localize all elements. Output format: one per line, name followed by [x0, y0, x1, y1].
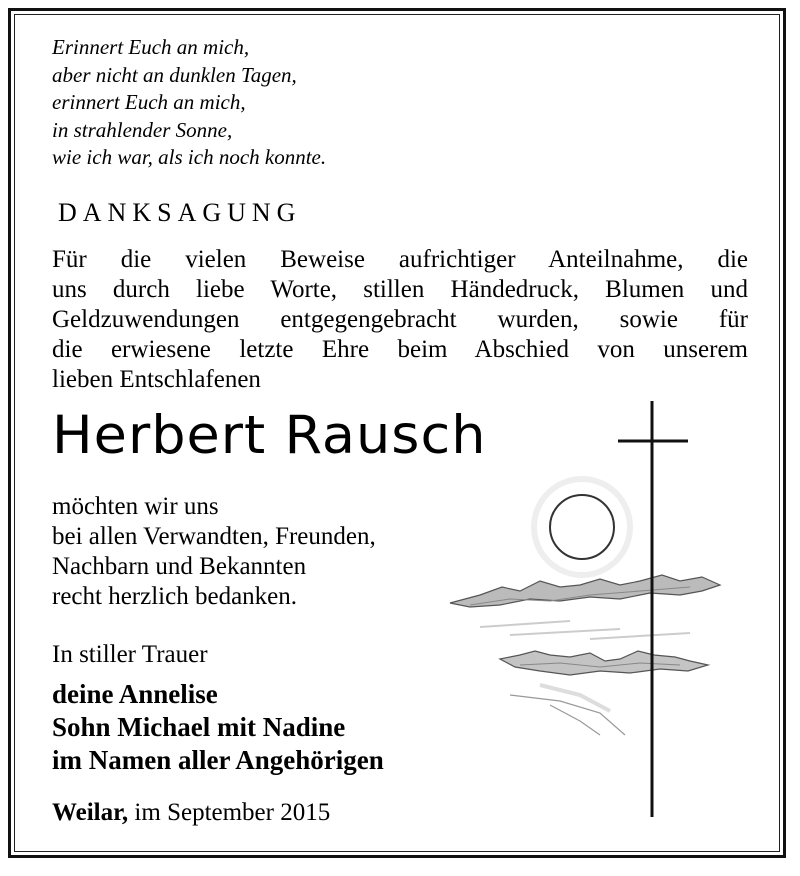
- cross-landscape-illustration: [440, 395, 740, 825]
- sun-icon: [550, 495, 614, 559]
- poem-line: aber nicht an dunklen Tagen,: [52, 62, 297, 87]
- signer-line: Sohn Michael mit Nadine: [52, 712, 346, 742]
- paragraph-line: lieben Entschlafenen: [52, 366, 261, 393]
- thanks-block: [52, 492, 376, 612]
- place-date: [52, 799, 330, 827]
- path-shading: [540, 685, 610, 711]
- paragraph-line: die erwiesene letzte Ehre beim Abschied von unserem: [52, 336, 748, 363]
- thanks-line: Nachbarn und Bekannten: [52, 553, 307, 580]
- poem-line: erinnert Euch an mich,: [52, 90, 246, 114]
- thanks-line: möchten wir uns: [52, 493, 219, 520]
- water-line: [480, 621, 690, 639]
- sun-haze: [534, 479, 630, 575]
- place-name: Weilar,: [52, 799, 129, 826]
- poem-line: Erinnert Euch an mich,: [52, 35, 250, 59]
- heading-danksagung: DANKSAGUNG: [58, 198, 302, 227]
- poem: [52, 34, 326, 172]
- paragraph-line: uns durch liebe Worte, stillen Händedruck, Blumen und: [52, 276, 748, 303]
- mountain-ridge-lower-icon: [500, 651, 708, 675]
- signer-line: im Namen aller Angehörigen: [52, 745, 384, 775]
- poem-line: wie ich war, als ich noch konnte.: [52, 145, 327, 169]
- signers: [52, 678, 384, 777]
- paragraph-line: Für die vielen Beweise aufrichtiger Anteilnahme, die: [52, 246, 748, 273]
- date-text: im September 2015: [134, 799, 331, 826]
- poem-line: in strahlender Sonne,: [52, 117, 233, 142]
- thanks-paragraph: [52, 245, 748, 395]
- mourning-line: In stiller Trauer: [52, 641, 208, 668]
- paragraph-line: Geldzuwendungen entgegengebracht wurden, sowie für: [52, 306, 748, 333]
- thanks-line: bei allen Verwandten, Freunden,: [52, 523, 376, 550]
- path-line: [510, 695, 625, 735]
- signer-line: deine Annelise: [52, 679, 218, 709]
- deceased-name: Herbert Rausch: [52, 405, 487, 466]
- thanks-line: recht herzlich bedanken.: [52, 583, 298, 610]
